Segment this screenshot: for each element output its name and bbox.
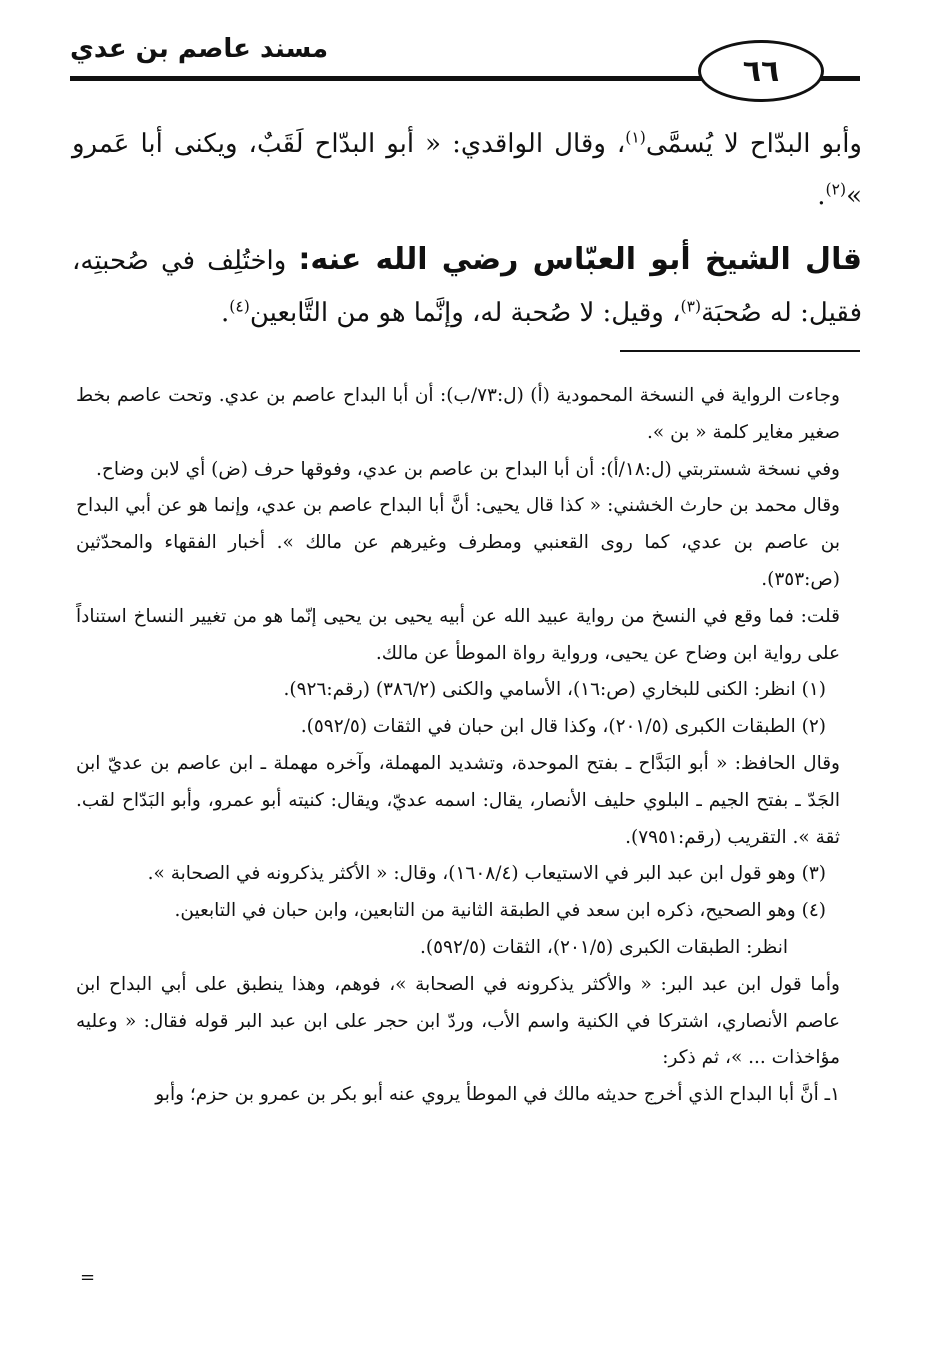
- footnote-paragraph: قلت: فما وقع في النسخ من رواية عبيد الله عن أبيه يحيى بن يحيى إنّما هو من تغيير النساخ استناداً على رواية ابن وضاح عن يحيى، ورواية رواة الموطأ عن مالك.: [76, 605, 840, 664]
- footnote-ref-4: (٤): [229, 297, 250, 316]
- footnotes: [76, 378, 840, 1114]
- footnote-3: (٣) وهو قول ابن عبد البر في الاستيعاب (١٦٠٨/٤)، وقال: « الأكثر يذكرونه في الصحابة ».: [147, 863, 826, 885]
- footnote-paragraph: ١ـ أنَّ أبا البداح الذي أخرج حديثه مالك في الموطأ يروي عنه أبو بكر بن عمرو بن حزم؛ وأبو: [155, 1084, 840, 1106]
- main-paragraph-1: وأبو البدّاح لا يُسمَّى$^{(١)}$، وقال الواقدي: « أبو البدّاح لَقَبٌ، ويكنى أبا عَمرو »$^{(٢)}$.: [72, 128, 862, 211]
- footnote-ref-2: (٢): [825, 180, 847, 199]
- footnote-divider: [620, 350, 860, 352]
- running-title: مسند عاصم بن عدي: [70, 34, 329, 64]
- footnote-2: (٢) الطبقات الكبرى (٢٠١/٥)، وكذا قال ابن حبان في الثقات (٥٩٢/٥).: [300, 716, 826, 738]
- footnote-1: (١) انظر: الكنى للبخاري (ص:١٦)، الأسامي والكنى (٣٨٦/٢) (رقم:٩٢٦).: [283, 679, 826, 701]
- footnote-paragraph: وقال محمد بن حارث الخشني: « كذا قال يحيى: أنَّ أبا البداح عاصم بن عدي، وإنما هو عن أبي البداح بن عاصم بن عدي، كما روى القعنبي ومطرف وغيرهم عن مالك ». أخبار الفقهاء والمحدّثين (ص:٣٥٣).: [76, 495, 840, 590]
- footnote-4: (٤) وهو الصحيح، ذكره ابن سعد في الطبقة الثانية من التابعين، وابن حبان في التابعين.: [174, 900, 826, 922]
- footnote-ref-1: (١): [625, 128, 646, 147]
- footnote-paragraph: انظر: الطبقات الكبرى (٢٠١/٥)، الثقات (٥٩٢/٥).: [420, 936, 788, 958]
- footnote-paragraph: وجاءت الرواية في النسخة المحمودية (أ) (ل:٧٣/ب): أن أبا البداح عاصم بن عدي. وتحت عاصم بخط صغير مغاير كلمة « بن ».: [76, 385, 840, 443]
- footnote-paragraph: وأما قول ابن عبد البر: « والأكثر يذكرونه في الصحابة »، فوهم، وهذا ينطبق على أبي البداح ابن عاصم الأنصاري، اشتركا في الكنية واسم الأب، وردّ ابن حجر على ابن عبد البر قوله فقال: « وعليه مؤاخذات ... »، ثم ذكر:: [76, 973, 840, 1069]
- speaker-lead: قال الشيخ أبو العبّاس رضي الله عنه:: [298, 242, 862, 277]
- footnote-paragraph: وفي نسخة شستربتي (ل:١٨/أ): أن أبا البداح بن عاصم بن عدي، وفوقها حرف (ض) أي لابن وضاح.: [96, 458, 840, 480]
- page-number: ٦٦: [698, 40, 824, 102]
- main-text: [72, 118, 862, 339]
- main-paragraph-2: قال الشيخ أبو العبّاس رضي الله عنه: واختُلِف في صُحبتِه، فقيل: له صُحبَة$^{(٣)}$، وقيل: لا صُحبة له، وإنَّما هو من التَّابعين$^{(٤)}$.: [72, 242, 862, 328]
- continuation-mark: =: [80, 1267, 96, 1288]
- footnote-paragraph: وقال الحافظ: « أبو البَدَّاح ـ بفتح الموحدة، وتشديد المهملة، وآخره مهملة ـ ابن عاصم بن عديّ ابن الجَدّ ـ بفتح الجيم ـ البلوي حليف الأنصار، يقال: اسمه عديّ، ويقال: كنيته أبو عمرو، وأبو البَدّاح لقب. ثقة ». التقريب (رقم:٧٩٥١).: [76, 752, 840, 848]
- footnote-ref-3: (٣): [680, 297, 702, 316]
- page-header: [70, 18, 860, 98]
